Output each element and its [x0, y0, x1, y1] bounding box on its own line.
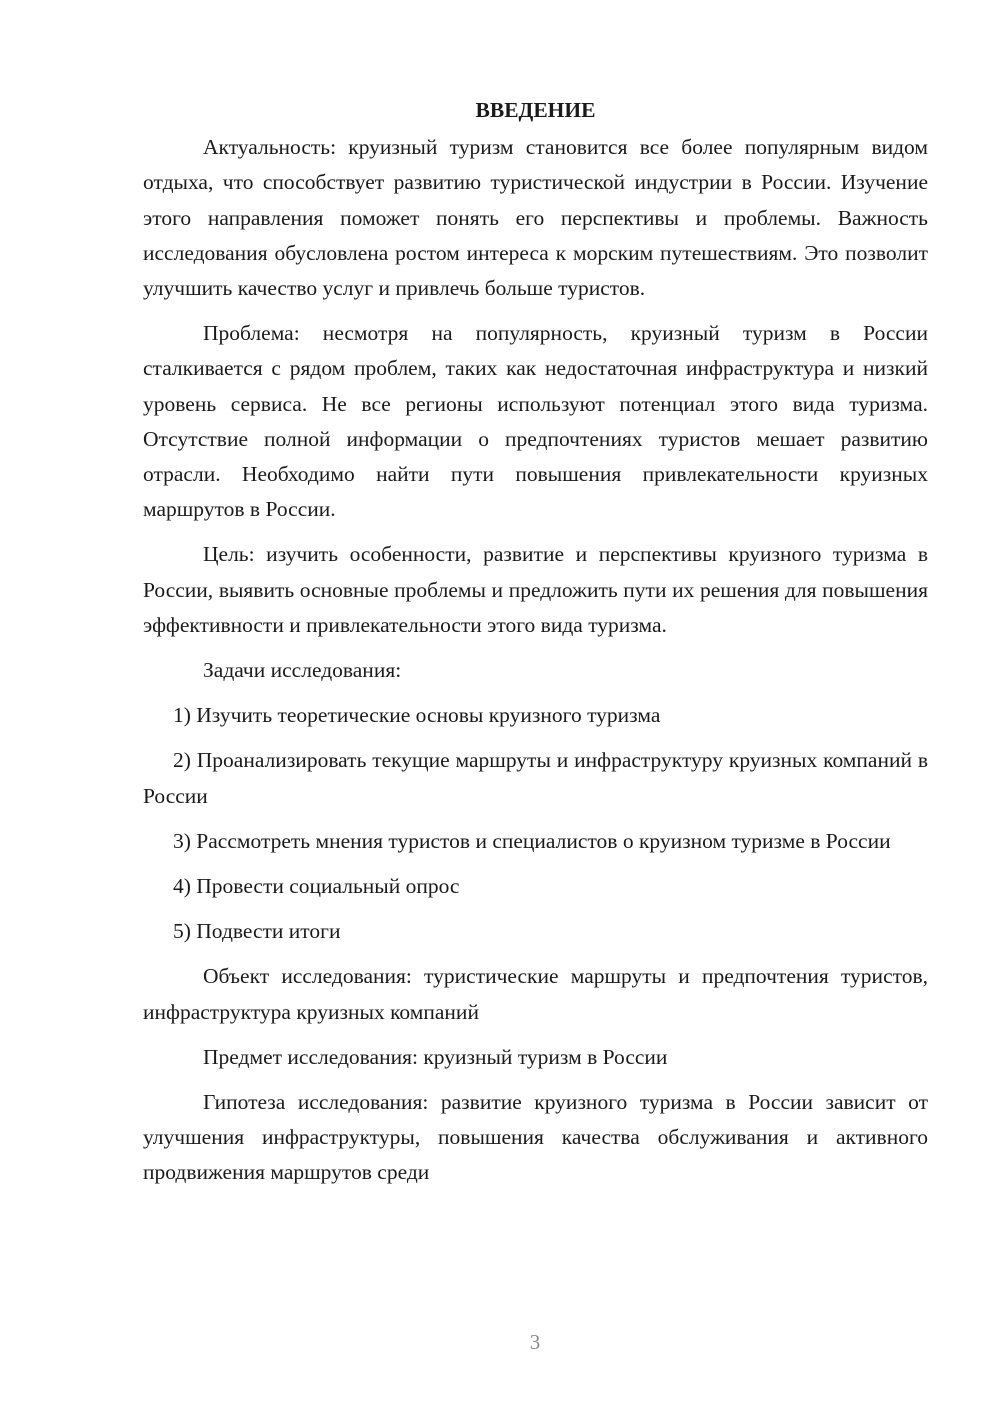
paragraph-goal: Цель: изучить особенности, развитие и перспективы круизного туризма в России, выявить основные проблемы и предложить пути их решения для повышения эффективности и привлекательности этого вида туризма.	[143, 542, 928, 637]
document-body	[143, 93, 928, 1201]
paragraph-problem: Проблема: несмотря на популярность, круизный туризм в России сталкивается с рядом проблем, таких как недостаточная инфраструктура и низкий уровень сервиса. Не все регионы используют потенциал этого вида туризма. Отсутствие полной информации о предпочтениях туристов мешает развитию отрасли. Необходимо найти пути повышения привлекательности круизных маршрутов в России.	[143, 321, 928, 522]
paragraph-hypothesis: Гипотеза исследования: развитие круизного туризма в России зависит от улучшения инфраструктуры, повышения качества обслуживания и активного продвижения маршрутов среди	[143, 1090, 928, 1185]
section-title: ВВЕДЕНИЕ	[475, 98, 596, 122]
paragraph-subject: Предмет исследования: круизный туризм в России	[203, 1044, 668, 1069]
paragraph-object: Объект исследования: туристические маршруты и предпочтения туристов, инфраструктура круизных компаний	[143, 964, 928, 1024]
task-item-5: 5) Подвести итоги	[173, 919, 341, 944]
task-item-4: 4) Провести социальный опрос	[173, 874, 460, 899]
tasks-heading: Задачи исследования:	[203, 658, 402, 683]
task-item-2: 2) Проанализировать текущие маршруты и инфраструктуру круизных компаний в России	[143, 748, 928, 808]
paragraph-relevance: Актуальность: круизный туризм становится все более популярным видом отдыха, что способствует развитию туристической индустрии в России. Изучение этого направления поможет понять его перспективы и проблемы. Важность исследования обусловлена ростом интереса к морским путешествиям. Это позволит улучшить качество услуг и привлечь больше туристов.	[143, 135, 928, 301]
task-item-1: 1) Изучить теоретические основы круизного туризма	[173, 703, 661, 728]
task-item-3: 3) Рассмотреть мнения туристов и специалистов о круизном туризме в России	[173, 828, 891, 853]
page-number: 3	[529, 1330, 541, 1354]
